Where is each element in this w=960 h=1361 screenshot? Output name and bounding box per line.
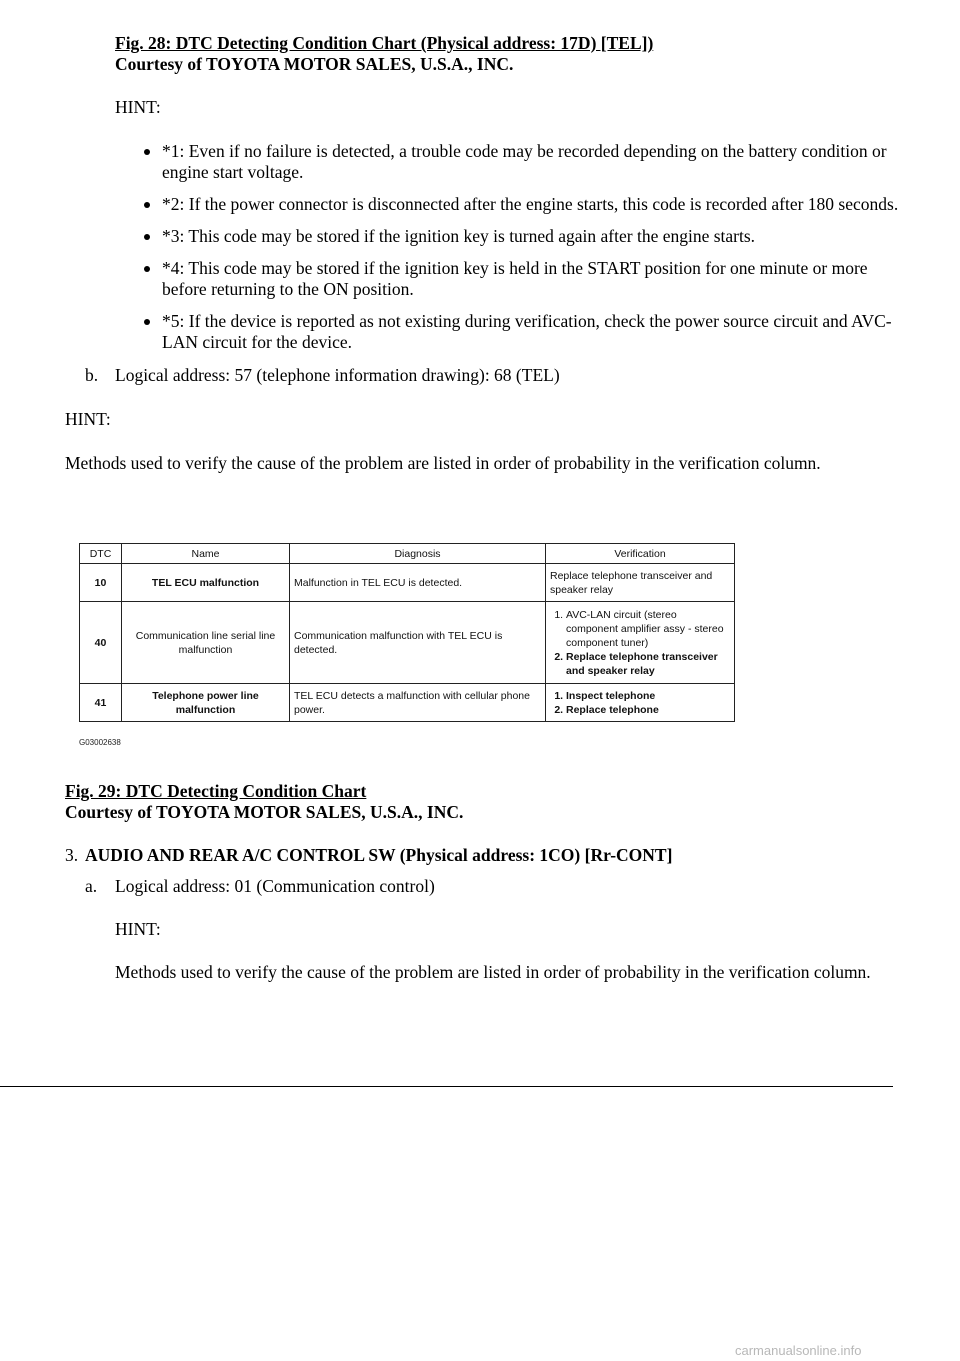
column-header-verification: Verification	[546, 544, 735, 564]
methods-paragraph: Methods used to verify the cause of the problem are listed in order of probability in the verification column.	[115, 962, 871, 982]
verification-step: 1. AVC-LAN circuit (stereo component amplifier assy - stereo component tuner)	[566, 608, 730, 650]
dtc-verification	[546, 602, 735, 684]
dtc-table	[79, 543, 735, 722]
dtc-code: 10	[80, 564, 122, 602]
column-header-dtc: DTC	[80, 544, 122, 564]
hint-label: HINT:	[115, 919, 161, 939]
dtc-name: Telephone power line malfunction	[122, 684, 290, 722]
item-a-marker: a.	[85, 876, 98, 896]
item-a-text: Logical address: 01 (Communication control)	[115, 876, 435, 896]
dtc-table-figure	[79, 543, 734, 733]
hint-item: *4: This code may be stored if the ignition key is held in the START position for one minute or more before returning to the ON position.	[142, 258, 902, 300]
dtc-diagnosis: Malfunction in TEL ECU is detected.	[290, 564, 546, 602]
methods-paragraph: Methods used to verify the cause of the problem are listed in order of probability in the verification column.	[65, 453, 821, 473]
hint-label: HINT:	[65, 409, 111, 429]
figure-id: G03002638	[79, 738, 121, 747]
dtc-verification	[546, 684, 735, 722]
section-3-title: AUDIO AND REAR A/C CONTROL SW (Physical address: 1CO) [Rr-CONT]	[85, 845, 673, 865]
column-header-diagnosis: Diagnosis	[290, 544, 546, 564]
dtc-code: 41	[80, 684, 122, 722]
dtc-verification: Replace telephone transceiver and speaker relay	[546, 564, 735, 602]
page-divider	[0, 1086, 893, 1087]
table-row	[80, 602, 735, 684]
hint-item: *1: Even if no failure is detected, a trouble code may be recorded depending on the battery condition or engine start voltage.	[142, 141, 902, 183]
verification-step: 2. Replace telephone	[566, 703, 730, 717]
hint-list	[142, 141, 902, 364]
table-row	[80, 564, 735, 602]
dtc-name: TEL ECU malfunction	[122, 564, 290, 602]
section-3-marker: 3.	[65, 845, 79, 865]
dtc-name: Communication line serial line malfunction	[122, 602, 290, 684]
item-b-marker: b.	[85, 365, 99, 385]
hint-item: *5: If the device is reported as not existing during verification, check the power source circuit and AVC-LAN circuit for the device.	[142, 311, 902, 353]
item-b-text: Logical address: 57 (telephone information drawing): 68 (TEL)	[115, 365, 560, 385]
dtc-diagnosis: TEL ECU detects a malfunction with cellular phone power.	[290, 684, 546, 722]
hint-label: HINT:	[115, 97, 161, 117]
dtc-diagnosis: Communication malfunction with TEL ECU is detected.	[290, 602, 546, 684]
verification-step: 1. Inspect telephone	[566, 689, 730, 703]
fig28-title: Fig. 28: DTC Detecting Condition Chart (Physical address: 17D) [TEL])	[115, 33, 654, 53]
table-row	[80, 684, 735, 722]
fig28-courtesy: Courtesy of TOYOTA MOTOR SALES, U.S.A., INC.	[115, 54, 514, 74]
hint-item: *2: If the power connector is disconnected after the engine starts, this code is recorded after 180 seconds.	[142, 194, 902, 215]
fig29-title: Fig. 29: DTC Detecting Condition Chart	[65, 781, 367, 801]
table-header-row	[80, 544, 735, 564]
verification-step: 2. Replace telephone transceiver and speaker relay	[566, 650, 730, 678]
hint-item: *3: This code may be stored if the ignition key is turned again after the engine starts.	[142, 226, 902, 247]
column-header-name: Name	[122, 544, 290, 564]
watermark: carmanualsonline.info	[735, 1343, 862, 1358]
fig29-courtesy: Courtesy of TOYOTA MOTOR SALES, U.S.A., INC.	[65, 802, 464, 822]
dtc-code: 40	[80, 602, 122, 684]
